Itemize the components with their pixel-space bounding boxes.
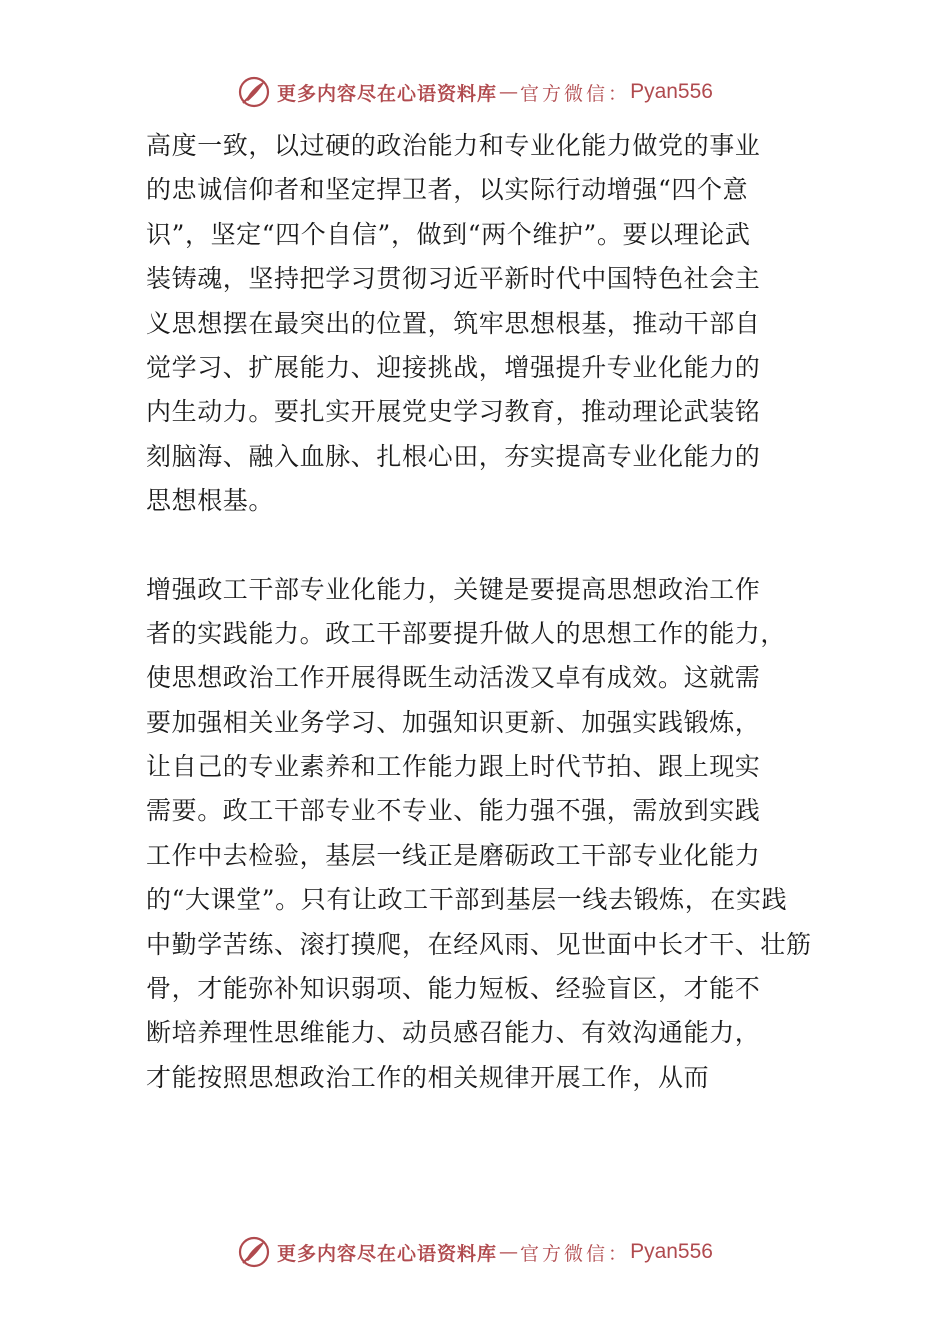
text-line: 增强政工干部专业化能力，关键是要提高思想政治工作 (146, 574, 761, 604)
paragraph-gap (146, 524, 826, 568)
text-line: 需要。政工干部专业不专业、能力强不强，需放到实践 (146, 796, 761, 826)
document-body (146, 124, 826, 1100)
header-wechat-id: Pyan556 (630, 80, 713, 103)
header-site-name: 更多内容尽在心语资料库 (277, 82, 498, 105)
text-line: 使思想政治工作开展得既生动活泼又卓有成效。这就需 (146, 663, 761, 693)
text-line: 断培养理性思维能力、动员感召能力、有效沟通能力， (146, 1018, 761, 1048)
text-line: 骨，才能弥补知识弱项、能力短板、经验盲区，才能不 (146, 974, 761, 1004)
text-line: 高度一致，以过硬的政治能力和专业化能力做党的事业 (146, 131, 761, 160)
header-banner (0, 72, 950, 112)
text-line: 工作中去检验，基层一线正是磨砺政工干部专业化能力 (146, 840, 761, 870)
text-line: 识”，坚定“四个自信”，做到“两个维护”。要以理论武 (146, 219, 751, 249)
text-line: 思想根基。 (146, 486, 275, 516)
header-wechat-label: 官方微信： (520, 82, 631, 105)
text-line: 的“大课堂”。只有让政工干部到基层一线去锻炼，在实践 (146, 885, 788, 915)
text-line: 觉学习、扩展能力、迎接挑战，增强提升专业化能力的 (146, 352, 761, 382)
text-line: 者的实践能力。政工干部要提升做人的思想工作的能力， (146, 618, 787, 648)
text-line: 刻脑海、融入血脉、扎根心田，夯实提高专业化能力的 (146, 441, 761, 471)
text-line: 中勤学苦练、滚打摸爬，在经风雨、见世面中长才干、壮筋 (146, 929, 812, 959)
quill-logo-icon (237, 1235, 271, 1269)
footer-wechat-id: Pyan556 (630, 1240, 713, 1263)
text-line: 让自己的专业素养和工作能力跟上时代节拍、跟上现实 (146, 752, 761, 782)
text-line: 要加强相关业务学习、加强知识更新、加强实践锻炼， (146, 707, 761, 737)
quill-logo-icon (237, 75, 271, 109)
footer-site-name: 更多内容尽在心语资料库 (277, 1242, 498, 1265)
footer-wechat-label: 官方微信： (520, 1242, 631, 1265)
footer-dash: — (499, 1241, 519, 1263)
paragraph-1 (146, 124, 826, 524)
text-line: 装铸魂，坚持把学习贯彻习近平新时代中国特色社会主 (146, 264, 761, 294)
text-line: 才能按照思想政治工作的相关规律开展工作，从而 (146, 1062, 710, 1092)
text-line: 义思想摆在最突出的位置，筑牢思想根基，推动干部自 (146, 308, 761, 338)
text-line: 的忠诚信仰者和坚定捍卫者，以实际行动增强“四个意 (146, 175, 749, 205)
header-dash: — (499, 81, 519, 103)
paragraph-2 (146, 568, 826, 1101)
footer-banner (0, 1232, 950, 1272)
text-line: 内生动力。要扎实开展党史学习教育，推动理论武装铭 (146, 397, 761, 427)
